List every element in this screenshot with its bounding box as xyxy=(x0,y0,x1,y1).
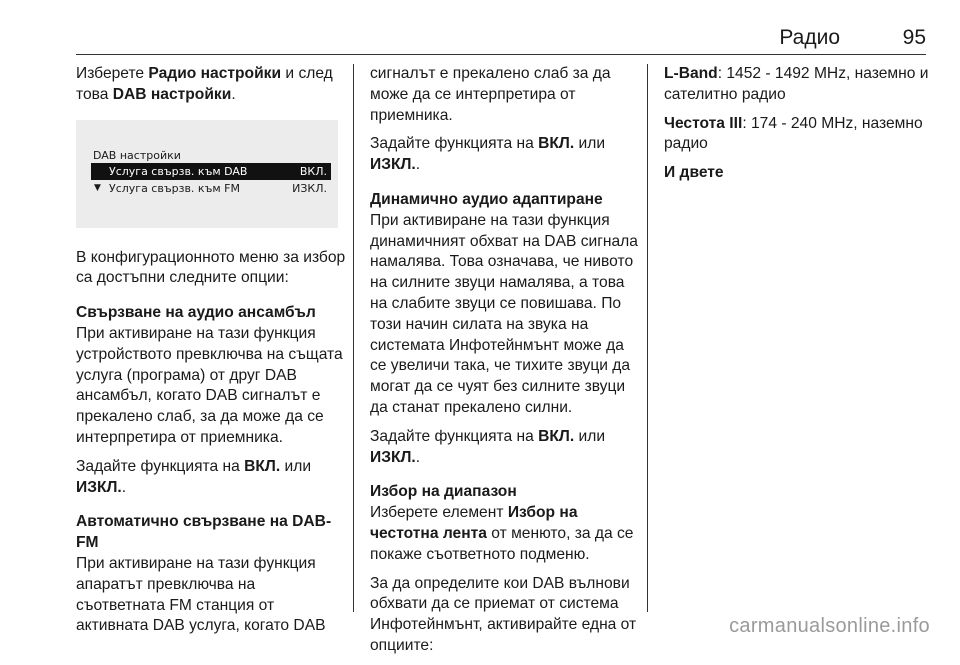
body-band-selection: Изберете елемент Избор на честотна лента от менюто, за да се покаже съответното подменю. xyxy=(370,504,634,563)
option-band-iii: Честота III: 174 - 240 MHz, наземно радио xyxy=(664,114,923,153)
column-2 xyxy=(370,64,642,665)
display-screen xyxy=(91,148,331,200)
heading-ensemble-linking: Свързване на аудио ансамбъл xyxy=(76,304,316,322)
screen-row-fm-link: ▼ Услуга свързв. към FM ИЗКЛ. xyxy=(94,181,327,195)
scroll-down-arrow-icon: ▼ xyxy=(94,182,101,193)
heading-dab-fm-linking: Автоматично свързване на DAB-FM xyxy=(76,513,332,552)
menu-radio-settings: Радио настройки xyxy=(148,65,282,82)
header-rule xyxy=(76,54,926,55)
heading-dynamic-audio: Динамично аудио адаптиране xyxy=(370,190,603,208)
screen-title: DAB настройки xyxy=(93,148,181,162)
page-number: 95 xyxy=(902,26,926,49)
heading-band-selection: Избор на диапазон xyxy=(370,483,517,501)
body-ensemble-linking: При активиране на тази функция устройството превключва на същата услуга (програма) от друг DAB ансамбъл, когато DAB сигналът е прекалено слаб, за да може да се интерпретира от приемника. xyxy=(76,324,343,446)
body-dab-fm-linking: При активиране на тази функция апаратът превключва на съответната FM станция от активната DAB услуга, когато DAB xyxy=(76,554,326,635)
dab-settings-screenshot xyxy=(76,120,338,228)
continuation-text: сигналът е прекалено слаб за да може да се интерпретира от приемника. xyxy=(370,65,611,124)
set-ensemble-linking: Задайте функцията на ВКЛ. или ИЗКЛ.. xyxy=(76,457,312,496)
option-both: И двете xyxy=(664,164,724,182)
intro-paragraph: Изберете Радио настройки и след това DAB настройки. xyxy=(76,65,333,103)
set-dab-fm-linking: Задайте функцията на ВКЛ. или ИЗКЛ.. xyxy=(370,135,606,174)
page-header xyxy=(76,26,926,52)
column-3 xyxy=(664,64,930,192)
option-l-band: L-Band: 1452 - 1492 MHz, наземно и сателитно радио xyxy=(664,65,929,103)
body-dynamic-audio: При активиране на тази функция динамичният обхват на DAB сигнала намалява. Това означава, че нивото на силните звуци намалява, а това на слабите звуци се повишава. По този начин силата на звука на системата Инфотейнмънт може да се увеличи така, че тихите звуци да могат да се чуят без силните звуци да станат прекалено силни. xyxy=(370,211,638,416)
section-title: Радио xyxy=(779,26,840,49)
menu-dab-settings: DAB настройки xyxy=(112,85,232,103)
column-divider xyxy=(353,64,354,612)
body-band-options: За да определите кои DAB вълнови обхвати да се приемат от система Инфотейнмънт, активирайте една от опциите: xyxy=(370,574,637,654)
watermark: carmanualsonline.info xyxy=(729,615,930,637)
column-1 xyxy=(76,64,348,645)
options-intro: В конфигурационното меню за избор са достъпни следните опции: xyxy=(76,248,346,287)
screen-row-dab-link: Услуга свързв. към DAB ВКЛ. xyxy=(91,163,331,180)
column-divider xyxy=(647,64,648,612)
set-dynamic-audio: Задайте функцията на ВКЛ. или ИЗКЛ.. xyxy=(370,427,606,466)
